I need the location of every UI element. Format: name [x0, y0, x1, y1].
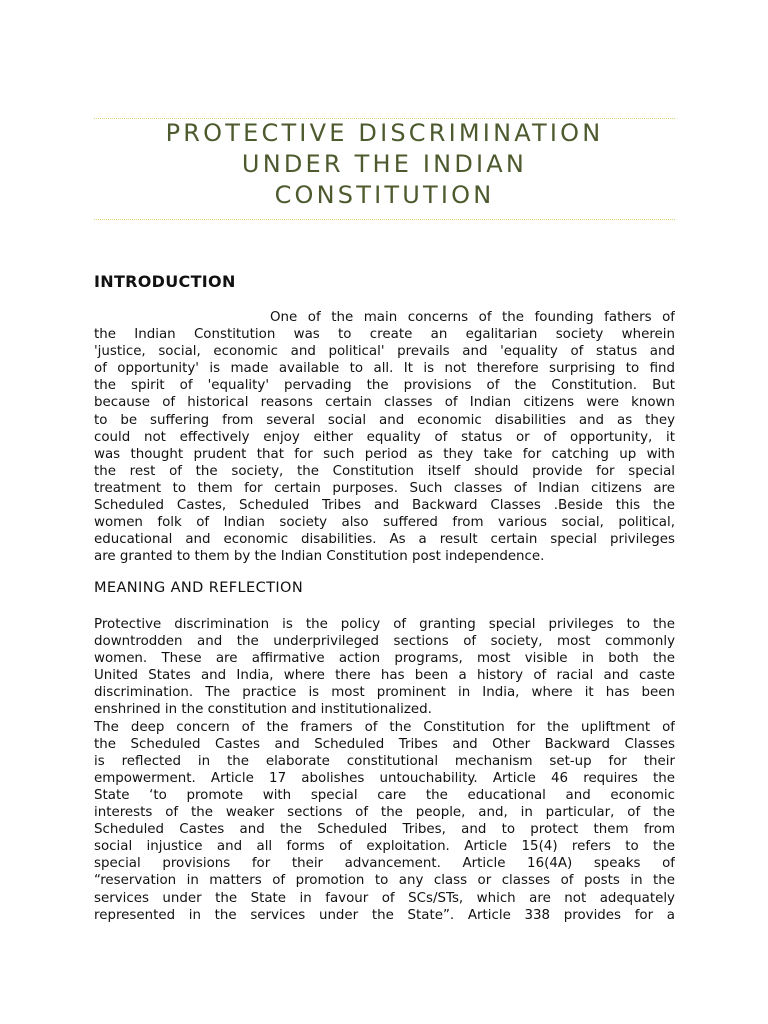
- document-title: [94, 118, 675, 211]
- text-line: the spirit of 'equality' pervading the provisions of the Constitution. But: [94, 378, 675, 394]
- text-line: State ‘to promote with special care the educational and economic: [94, 787, 675, 803]
- meaning-paragraph-2: [94, 719, 675, 924]
- text-line: women. These are affirmative action programs, most visible in both the: [94, 651, 675, 667]
- title-line-1: PROTECTIVE DISCRIMINATION: [165, 119, 604, 147]
- text-line: Protective discrimination is the policy of granting special privileges to the: [94, 617, 675, 632]
- text-line: One of the main concerns of the founding fathers of: [270, 310, 675, 325]
- text-line: is reflected in the elaborate constitutional mechanism set-up for their: [94, 753, 675, 769]
- text-line: empowerment. Article 17 abolishes untouchability. Article 46 requires the: [94, 770, 675, 786]
- text-line: the Scheduled Castes and Scheduled Tribes and Other Backward Classes: [94, 736, 675, 752]
- text-line: downtrodden and the underprivileged sections of society, most commonly: [94, 634, 675, 650]
- title-line-3: CONSTITUTION: [274, 181, 495, 209]
- title-bottom-rule: [94, 219, 675, 220]
- text-line: services under the State in favour of SCs/STs, which are not adequately: [94, 890, 675, 906]
- text-line: treatment to them for certain purposes. Such classes of Indian citizens are: [94, 480, 675, 496]
- text-line: educational and economic disabilities. As a result certain special privileges: [94, 532, 675, 548]
- text-line: women folk of Indian society also suffered from various social, political,: [94, 515, 675, 531]
- text-line: “reservation in matters of promotion to any class or classes of posts in the: [94, 873, 675, 889]
- introduction-paragraph: [94, 309, 675, 565]
- text-line: was thought prudent that for such period as they take for catching up with: [94, 446, 675, 462]
- text-line: social injustice and all forms of exploitation. Article 15(4) refers to the: [94, 839, 675, 855]
- title-line-2: UNDER THE INDIAN: [241, 150, 528, 178]
- meaning-heading: MEANING AND REFLECTION: [94, 580, 304, 596]
- text-line: enshrined in the constitution and institutionalized.: [94, 702, 432, 718]
- text-line: because of historical reasons certain classes of Indian citizens were known: [94, 395, 675, 411]
- text-line: 'justice, social, economic and political' prevails and 'equality of status and: [94, 344, 675, 360]
- introduction-heading: INTRODUCTION: [94, 272, 236, 291]
- text-line: Scheduled Castes and the Scheduled Tribes, and to protect them from: [94, 822, 675, 838]
- text-line: United States and India, where there has been a history of racial and caste: [94, 668, 675, 684]
- text-line: represented in the services under the State”. Article 338 provides for a: [94, 907, 675, 923]
- text-line: Scheduled Castes, Scheduled Tribes and Backward Classes .Beside this the: [94, 498, 675, 514]
- text-line: of opportunity' is made available to all. It is not therefore surprising to find: [94, 361, 675, 377]
- text-line: the Indian Constitution was to create an egalitarian society wherein: [94, 327, 675, 343]
- text-line: The deep concern of the framers of the Constitution for the upliftment of: [94, 719, 675, 735]
- text-line: could not effectively enjoy either equality of status or of opportunity, it: [94, 429, 675, 445]
- text-line: interests of the weaker sections of the people, and, in particular, of the: [94, 805, 675, 821]
- text-line: to be suffering from several social and economic disabilities and as they: [94, 412, 675, 428]
- text-line: discrimination. The practice is most prominent in India, where it has been: [94, 685, 675, 701]
- meaning-paragraph-1: [94, 616, 675, 719]
- text-line: the rest of the society, the Constitution itself should provide for special: [94, 463, 675, 479]
- text-line: special provisions for their advancement. Article 16(4A) speaks of: [94, 856, 675, 872]
- text-line: are granted to them by the Indian Constitution post independence.: [94, 549, 545, 565]
